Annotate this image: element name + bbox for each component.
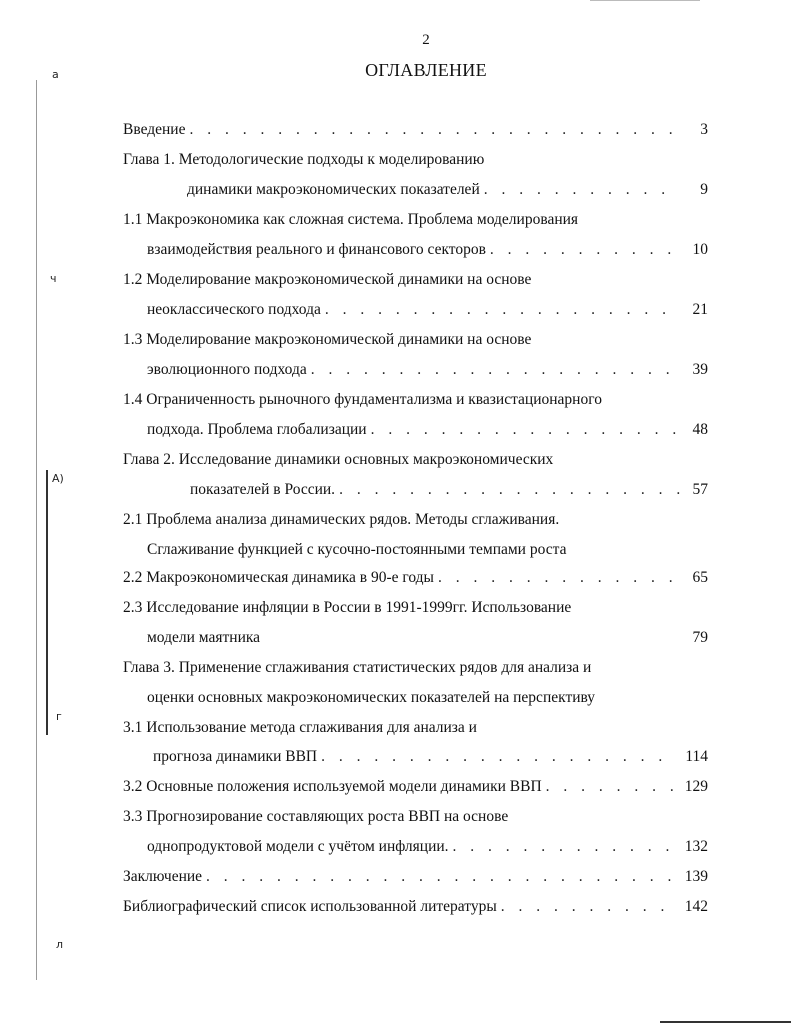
toc-page-number: 57 bbox=[692, 481, 708, 498]
margin-mark-5: л bbox=[56, 938, 64, 951]
margin-mark-2: ч bbox=[50, 272, 57, 285]
toc-page-number: 3 bbox=[700, 121, 708, 138]
toc-section-3-1-line1[interactable]: 3.1 Использование метода сглаживания для анализа и bbox=[123, 719, 477, 736]
leader-dots bbox=[325, 300, 680, 320]
leader-dots bbox=[206, 867, 677, 887]
margin-mark-1: а bbox=[52, 68, 59, 81]
scan-bar-left bbox=[46, 470, 48, 735]
toc-chapter-1[interactable] bbox=[187, 180, 708, 200]
toc-entry-text: Библиографический список использованной литературы bbox=[123, 898, 497, 915]
toc-section-1-3[interactable] bbox=[147, 360, 708, 380]
toc-entry-text: динамики макроэкономических показателей bbox=[187, 181, 480, 198]
toc-entry-intro[interactable] bbox=[123, 120, 708, 140]
toc-section-3-1[interactable] bbox=[153, 747, 708, 767]
toc-entry-text: взаимодействия реального и финансового секторов bbox=[147, 241, 486, 258]
toc-page-number: 79 bbox=[692, 629, 708, 646]
toc-entry-text: модели маятника bbox=[147, 629, 261, 646]
scan-line-bottom bbox=[660, 1021, 791, 1023]
toc-entry-text: Введение bbox=[123, 121, 186, 138]
toc-section-1-1-line1[interactable]: 1.1 Макроэкономика как сложная система. Проблема моделирования bbox=[123, 211, 579, 228]
toc-entry-text: подхода. Проблема глобализации bbox=[147, 421, 367, 438]
toc-section-1-3-line1[interactable]: 1.3 Моделирование макроэкономической динамики на основе bbox=[123, 331, 532, 348]
toc-page-number: 39 bbox=[692, 361, 708, 378]
toc-page-number: 48 bbox=[692, 421, 708, 438]
toc-chapter-2[interactable] bbox=[190, 480, 708, 500]
leader-dots bbox=[438, 568, 680, 588]
leader-dots bbox=[453, 837, 677, 857]
toc-entry-text: эволюционного подхода bbox=[147, 361, 307, 378]
page-number: 2 bbox=[422, 32, 430, 48]
toc-section-2-3-line1[interactable]: 2.3 Исследование инфляции в России в 1991-1999гг. Использование bbox=[123, 599, 572, 616]
toc-page-number: 9 bbox=[700, 181, 708, 198]
leader-dots bbox=[484, 180, 680, 200]
toc-page-number: 132 bbox=[684, 838, 708, 855]
leader-dots bbox=[371, 420, 680, 440]
toc-entry-text: показателей в России. bbox=[190, 481, 336, 498]
toc-entry-text: 3.2 Основные положения используемой модели динамики ВВП bbox=[123, 778, 542, 795]
toc-page-number: 142 bbox=[684, 898, 708, 915]
toc-chapter-1-line1[interactable]: Глава 1. Методологические подходы к моделированию bbox=[123, 151, 485, 168]
toc-page-number: 129 bbox=[684, 778, 708, 795]
leader-dots bbox=[490, 240, 680, 260]
toc-section-2-2[interactable] bbox=[123, 568, 708, 588]
toc-entry-conclusion[interactable] bbox=[123, 867, 708, 887]
toc-chapter-3-line2[interactable]: оценки основных макроэкономических показателей на перспективу bbox=[147, 689, 596, 706]
leader-dots bbox=[311, 360, 680, 380]
toc-section-1-1[interactable] bbox=[147, 240, 708, 260]
toc-page-number: 10 bbox=[692, 241, 708, 258]
page-title: ОГЛАВЛЕНИЕ bbox=[365, 60, 487, 80]
toc-section-2-1-line2[interactable]: Сглаживание функцией с кусочно-постоянными темпами роста bbox=[147, 541, 567, 558]
scan-edge-line-left bbox=[36, 80, 37, 980]
leader-dots bbox=[321, 747, 677, 767]
toc-section-1-4[interactable] bbox=[147, 420, 708, 440]
toc-section-3-2[interactable] bbox=[123, 777, 708, 797]
toc-section-1-2-line1[interactable]: 1.2 Моделирование макроэкономической динамики на основе bbox=[123, 271, 532, 288]
toc-section-2-3[interactable] bbox=[147, 628, 708, 648]
margin-mark-4: г bbox=[56, 710, 62, 723]
toc-page-number: 21 bbox=[692, 301, 708, 318]
toc-section-1-4-line1[interactable]: 1.4 Ограниченность рыночного фундаментализма и квазистационарного bbox=[123, 391, 602, 408]
leader-dots bbox=[546, 777, 677, 797]
toc-page-number: 139 bbox=[684, 868, 708, 885]
toc-section-1-2[interactable] bbox=[147, 300, 708, 320]
toc-entry-text: неоклассического подхода bbox=[147, 301, 321, 318]
toc-section-3-3-line1[interactable]: 3.3 Прогнозирование составляющих роста ВВП на основе bbox=[123, 808, 509, 825]
leader-dots bbox=[339, 480, 680, 500]
toc-entry-text: однопродуктовой модели с учётом инфляции. bbox=[147, 838, 449, 855]
scan-line-top bbox=[590, 0, 700, 1]
leader-dots bbox=[189, 120, 680, 140]
margin-mark-3: А) bbox=[52, 472, 64, 485]
toc-section-2-1-line1[interactable]: 2.1 Проблема анализа динамических рядов. Методы сглаживания. bbox=[123, 511, 560, 528]
toc-entry-bibliography[interactable] bbox=[123, 897, 708, 917]
toc-page-number: 114 bbox=[685, 748, 708, 765]
toc-entry-text: 2.2 Макроэкономическая динамика в 90-е годы bbox=[123, 569, 434, 586]
toc-entry-text: Заключение bbox=[123, 868, 203, 885]
toc-page-number: 65 bbox=[692, 569, 708, 586]
toc-chapter-2-line1[interactable]: Глава 2. Исследование динамики основных макроэкономических bbox=[123, 451, 554, 468]
leader-dots bbox=[501, 897, 677, 917]
toc-entry-text: прогноза динамики ВВП bbox=[153, 748, 318, 765]
toc-chapter-3-line1[interactable]: Глава 3. Применение сглаживания статистических рядов для анализа и bbox=[123, 659, 592, 676]
toc-section-3-3[interactable] bbox=[147, 837, 708, 857]
